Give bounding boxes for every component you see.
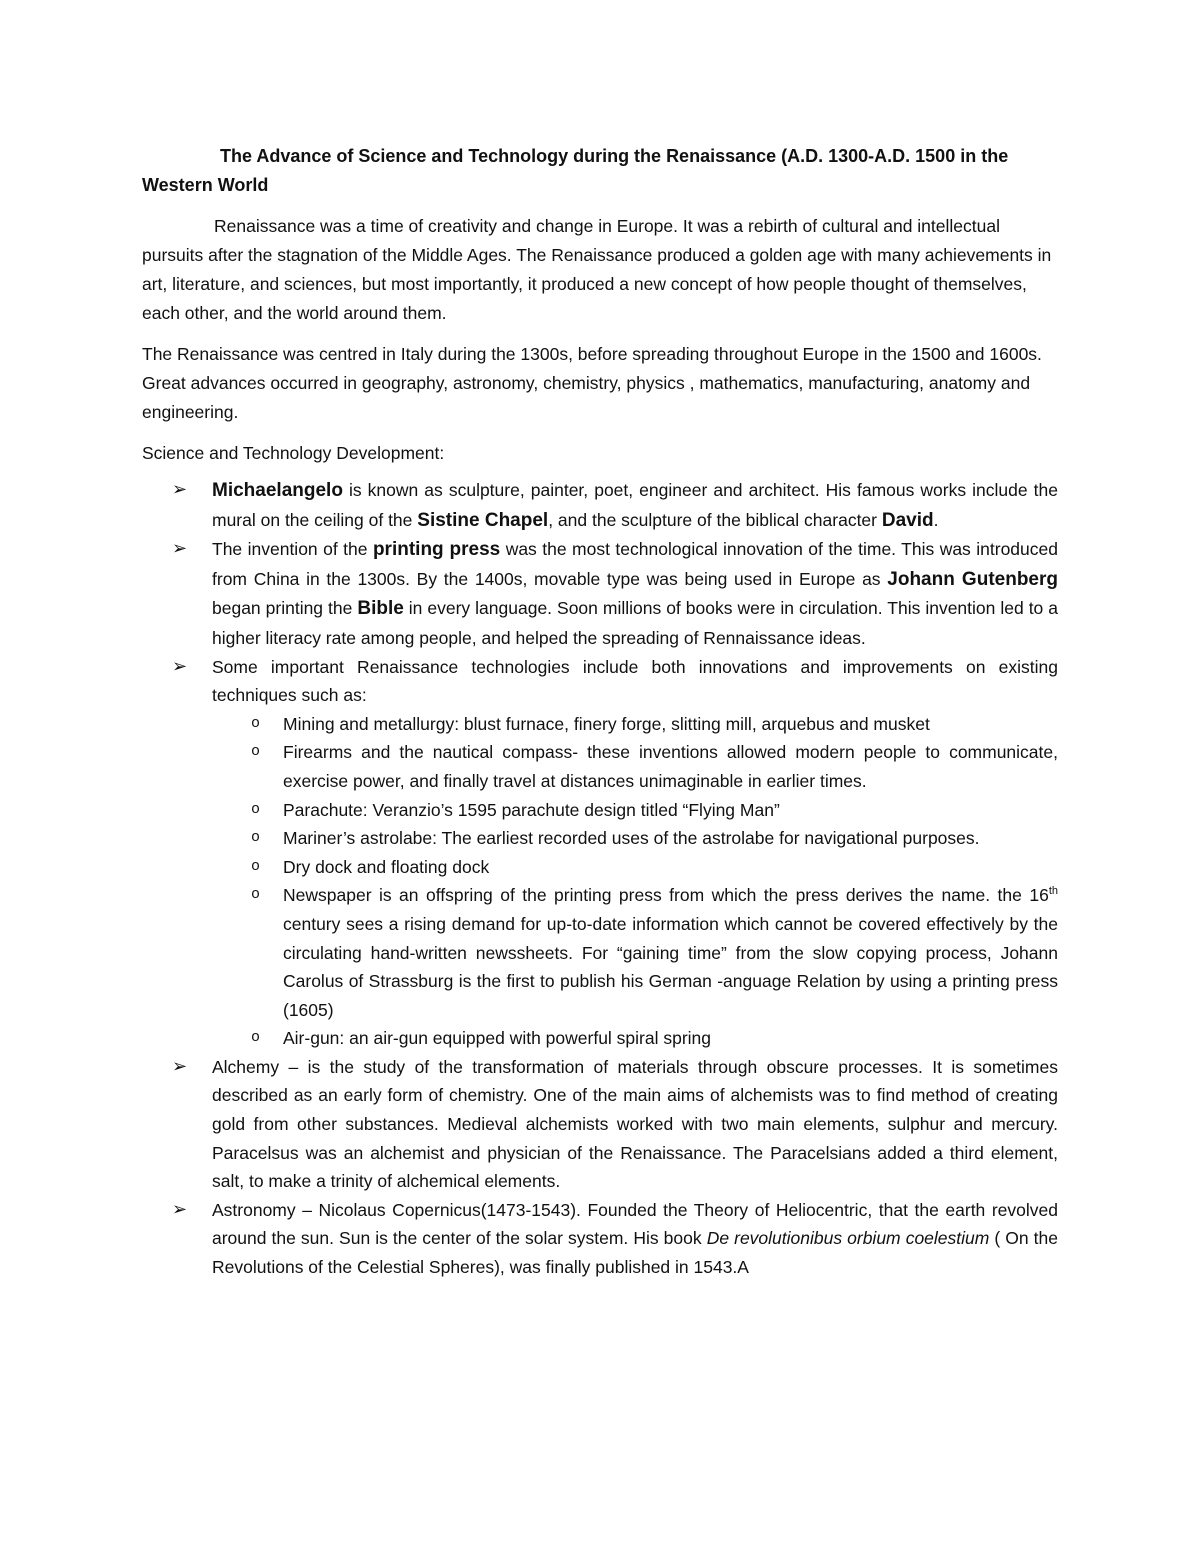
intro-paragraph-2: The Renaissance was centred in Italy during the 1300s, before spreading throughout Europe in the 1500 and 1600s. Great advances occurred in geography, astronomy, chemistry, physics , mathematics, manufacturing, anatomy and engineering. (142, 344, 1042, 422)
intro-paragraph-1: Renaissance was a time of creativity and change in Europe. It was a rebirth of cultural and intellectual pursuits after the stagnation of the Middle Ages. The Renaissance produced a golden age with many achievements in art, literature, and sciences, but most importantly, it produced a new concept of how people thought of themselves, each other, and the world around them. (142, 216, 1052, 323)
bullet-text: Some important Renaissance technologies include both innovations and improvements on existing techniques such as: (212, 656, 1058, 706)
bullet-text: Astronomy – Nicolaus Copernicus(1473-1543). Founded the Theory of Heliocentric, that the earth revolved around the sun. Sun is the center of the solar system. His book (212, 1199, 1058, 1249)
bullet-text: Alchemy – is the study of the transformation of materials through obscure processes. It is sometimes described as an early form of chemistry. One of the main aims of alchemists was to find method of creating gold from other substances. Medieval alchemists worked with two main elements, sulphur and mercury. Paracelsus was an alchemist and physician of the Renaissance. The Paracelsians added a third element, salt, to make a trinity of alchemical elements. (212, 1056, 1058, 1192)
circle-bullet-icon: o (251, 1029, 261, 1047)
term-david: David (881, 509, 934, 531)
bullet-text: in every language. Soon millions of books were in circulation. This invention led to a higher literacy rate among people, and helped the spreading of Rennaissance ideas. (212, 598, 1058, 648)
circle-bullet-icon: o (251, 857, 261, 875)
arrow-bullet-icon: ➢ (172, 1055, 188, 1077)
bullet-text: began printing the (212, 598, 358, 619)
term-gutenberg: Johann Gutenberg (887, 568, 1058, 590)
sub-item-dry-dock (212, 853, 1058, 882)
term-sistine-chapel: Sistine Chapel (417, 509, 549, 531)
sub-bullet-list (212, 710, 1058, 1053)
circle-bullet-icon: o (251, 800, 261, 818)
bullet-text: . (933, 509, 939, 530)
arrow-bullet-icon: ➢ (172, 479, 188, 500)
bullet-text: The invention of the (212, 539, 373, 560)
arrow-bullet-icon: ➢ (172, 538, 188, 560)
bullet-michaelangelo (142, 476, 1058, 535)
bullet-text: ( On the Revolutions of the Celestial Spheres), was finally published in 1543.A (212, 1228, 1058, 1278)
book-title: De revolutionibus orbium coelestium (706, 1228, 990, 1249)
arrow-bullet-icon: ➢ (172, 1198, 188, 1220)
term-printing-press: printing press (372, 539, 501, 561)
arrow-bullet-icon: ➢ (172, 655, 188, 677)
sub-item-text: Firearms and the nautical compass- these inventions allowed modern people to communicate, exercise power, and finally travel at distances unimaginable in earlier times. (283, 742, 1058, 791)
sub-item-mining (212, 710, 1058, 739)
main-bullet-list (142, 476, 1058, 1282)
document-title: The Advance of Science and Technology during the Renaissance (A.D. 1300-A.D. 1500 in the Western World (142, 146, 1009, 195)
bullet-printing-press (142, 535, 1058, 652)
bullet-alchemy (142, 1053, 1058, 1196)
sub-item-air-gun (212, 1024, 1058, 1053)
sub-item-text: Mariner’s astrolabe: The earliest recorded uses of the astrolabe for navigational purposes. (283, 828, 980, 849)
circle-bullet-icon: o (251, 886, 261, 904)
circle-bullet-icon: o (251, 714, 261, 732)
sub-item-text: Mining and metallurgy: blust furnace, finery forge, slitting mill, arquebus and musket (283, 713, 930, 734)
term-michaelangelo: Michaelangelo (212, 480, 343, 501)
section-heading: Science and Technology Development: (142, 443, 445, 463)
term-bible: Bible (357, 598, 404, 620)
sub-item-text: century sees a rising demand for up-to-date information which cannot be covered effectively by the circulating hand-written newssheets. For “gaining time” from the slow copying process, Johann Carolus of Strassburg is the first to publish his German -anguage Relation by using a printing press (1605) (283, 913, 1058, 1020)
superscript: th (1048, 885, 1058, 898)
sub-item-astrolabe (212, 824, 1058, 853)
bullet-technologies (142, 653, 1058, 1053)
sub-item-text: Newspaper is an offspring of the printing press from which the press derives the name. the 16 (283, 885, 1049, 906)
document-page (142, 142, 1058, 1282)
bullet-astronomy (142, 1196, 1058, 1282)
sub-item-newspaper (212, 881, 1058, 1024)
circle-bullet-icon: o (251, 829, 261, 847)
bullet-text: , and the sculpture of the biblical character (548, 509, 882, 530)
sub-item-parachute (212, 796, 1058, 825)
bullet-text: is known as sculpture, painter, poet, engineer and architect. His famous works include the mural on the ceiling of the (212, 480, 1058, 530)
bullet-text: was the most technological innovation of the time. This was introduced from China in the 1300s. By the 1400s, movable type was being used in Europe as (212, 539, 1058, 589)
sub-item-text: Air-gun: an air-gun equipped with powerful spiral spring (283, 1028, 712, 1049)
sub-item-firearms (212, 738, 1058, 795)
sub-item-text: Parachute: Veranzio’s 1595 parachute design titled “Flying Man” (283, 799, 780, 820)
sub-item-text: Dry dock and floating dock (283, 856, 490, 877)
circle-bullet-icon: o (251, 743, 261, 761)
